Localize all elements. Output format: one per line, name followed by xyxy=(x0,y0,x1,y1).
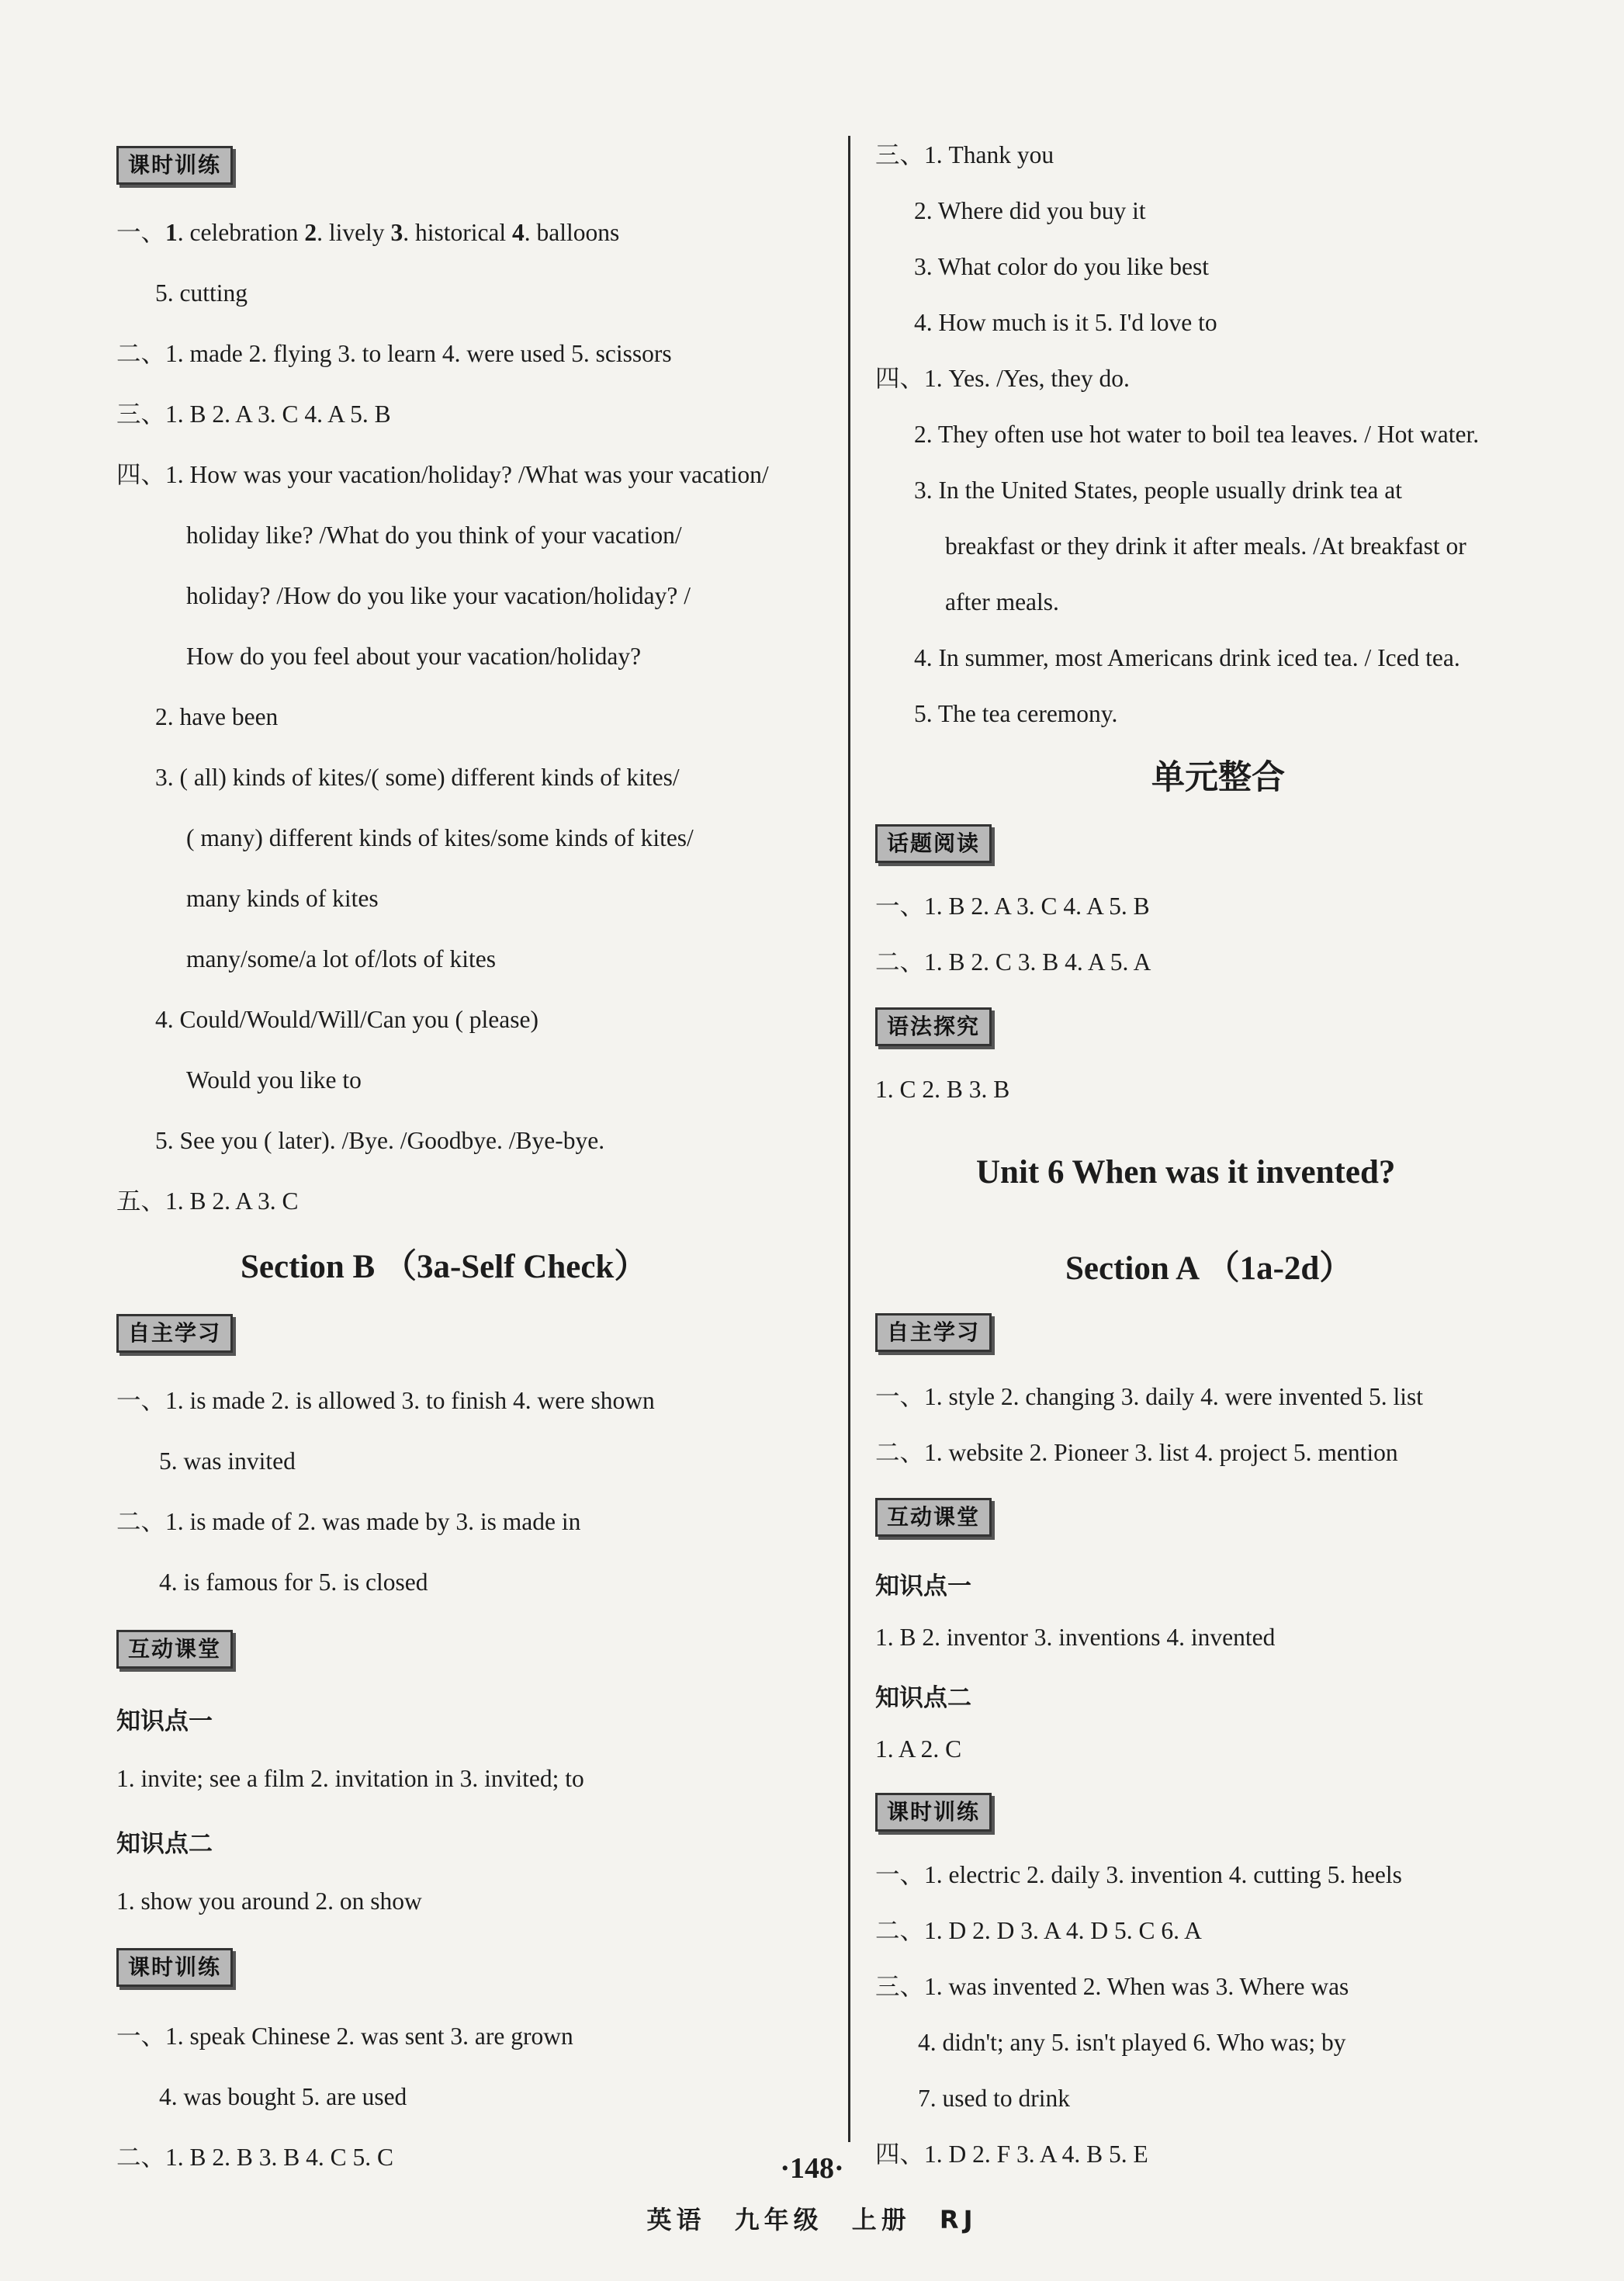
answer-line: 一、1. style 2. changing 3. daily 4. were invented 5. list xyxy=(875,1383,1423,1410)
answer-line: 3. ( all) kinds of kites/( some) different kinds of kites/ xyxy=(155,764,680,791)
answer-line: 一、1. B 2. A 3. C 4. A 5. B xyxy=(875,893,1150,920)
answer-line: 一、1. speak Chinese 2. was sent 3. are grown xyxy=(116,2023,573,2050)
answer-line: 1. C 2. B 3. B xyxy=(875,1076,1010,1103)
answer-line: 4. Could/Would/Will/Can you ( please) xyxy=(155,1006,539,1033)
answer-line: 1. invite; see a film 2. invitation in 3. invited; to xyxy=(116,1765,584,1792)
answer-line: 4. didn't; any 5. isn't played 6. Who was; by xyxy=(918,2029,1346,2056)
answer-line: 二、1. website 2. Pioneer 3. list 4. project 5. mention xyxy=(875,1439,1398,1466)
section-tag-practice: 课时训练 xyxy=(116,146,233,185)
answer-line: 一、1. is made 2. is allowed 3. to finish 4. were shown xyxy=(116,1387,655,1414)
answer-line: many/some/a lot of/lots of kites xyxy=(186,945,496,972)
answer-line: How do you feel about your vacation/holiday? xyxy=(186,643,642,670)
answer-line: 1. show you around 2. on show xyxy=(116,1888,422,1915)
answer-line: 2. They often use hot water to boil tea leaves. / Hot water. xyxy=(914,421,1480,448)
answer-line: 二、1. B 2. B 3. B 4. C 5. C xyxy=(116,2144,394,2171)
book-subtitle: 英语 九年级 上册 RJ xyxy=(646,2205,978,2234)
answer-line: 四、1. D 2. F 3. A 4. B 5. E xyxy=(875,2141,1148,2168)
answer-line: 三、1. Thank you xyxy=(875,141,1054,168)
answer-line: Would you like to xyxy=(186,1066,362,1094)
answer-line: 四、1. Yes. /Yes, they do. xyxy=(875,365,1130,392)
answer-line: 五、1. B 2. A 3. C xyxy=(116,1187,299,1215)
answer-line: 4. is famous for 5. is closed xyxy=(159,1569,428,1596)
unit-summary-heading: 单元整合 xyxy=(1151,758,1285,797)
section-tag-interactive: 互动课堂 xyxy=(875,1498,992,1537)
section-heading: Section A （1a-2d） xyxy=(1065,1250,1353,1287)
answer-line: 三、1. was invented 2. When was 3. Where was xyxy=(875,1973,1349,2000)
answer-line: 4. was bought 5. are used xyxy=(159,2083,407,2110)
answer-line: 3. What color do you like best xyxy=(914,253,1209,280)
answer-line: 四、1. How was your vacation/holiday? /What was your vacation/ xyxy=(116,461,769,488)
answer-line: 7. used to drink xyxy=(918,2085,1070,2112)
section-tag-self-study: 自主学习 xyxy=(875,1313,992,1352)
answer-line: holiday? /How do you like your vacation/holiday? / xyxy=(186,582,691,609)
answer-line: 二、1. made 2. flying 3. to learn 4. were used 5. scissors xyxy=(116,340,672,367)
answer-line: 一、1. celebration 2. lively 3. historical 4. balloons xyxy=(116,219,620,246)
answer-line: 2. have been xyxy=(155,703,279,730)
knowledge-point-heading: 知识点二 xyxy=(116,1830,213,1858)
answer-line: 5. was invited xyxy=(159,1447,296,1475)
section-tag-self-study: 自主学习 xyxy=(116,1314,233,1353)
answer-line: ( many) different kinds of kites/some kinds of kites/ xyxy=(186,824,694,851)
answer-line: holiday like? /What do you think of your vacation/ xyxy=(186,522,682,549)
answer-line: 2. Where did you buy it xyxy=(914,197,1146,224)
answer-line: 5. See you ( later). /Bye. /Goodbye. /Bye-bye. xyxy=(155,1127,605,1154)
answer-line: after meals. xyxy=(945,588,1059,615)
section-heading: Section B （3a-Self Check） xyxy=(241,1249,648,1285)
answer-line: 5. The tea ceremony. xyxy=(914,700,1118,727)
unit-heading: Unit 6 When was it invented? xyxy=(976,1154,1396,1191)
section-tag-practice: 课时训练 xyxy=(116,1948,233,1987)
answer-line: 4. In summer, most Americans drink iced tea. / Iced tea. xyxy=(914,644,1460,671)
answer-line: 一、1. electric 2. daily 3. invention 4. cutting 5. heels xyxy=(875,1861,1402,1888)
section-tag-topic-reading: 话题阅读 xyxy=(875,824,992,863)
answer-line: 1. B 2. inventor 3. inventions 4. invented xyxy=(875,1624,1276,1651)
answer-line: 3. In the United States, people usually drink tea at xyxy=(914,477,1402,504)
knowledge-point-heading: 知识点二 xyxy=(875,1684,971,1712)
section-tag-grammar: 语法探究 xyxy=(875,1007,992,1046)
column-divider xyxy=(848,136,850,2142)
answer-line: 1. A 2. C xyxy=(875,1735,962,1763)
section-tag-practice: 课时训练 xyxy=(875,1793,992,1832)
answer-line: breakfast or they drink it after meals. /At breakfast or xyxy=(945,532,1466,560)
section-tag-interactive: 互动课堂 xyxy=(116,1630,233,1669)
answer-line: 二、1. D 2. D 3. A 4. D 5. C 6. A xyxy=(875,1917,1202,1944)
knowledge-point-heading: 知识点一 xyxy=(116,1707,213,1735)
answer-line: 4. How much is it 5. I'd love to xyxy=(914,309,1217,336)
page-number: ·148· xyxy=(780,2152,844,2185)
knowledge-point-heading: 知识点一 xyxy=(875,1572,971,1600)
answer-line: 三、1. B 2. A 3. C 4. A 5. B xyxy=(116,400,391,428)
answer-line: many kinds of kites xyxy=(186,885,379,912)
answer-line: 二、1. is made of 2. was made by 3. is made in xyxy=(116,1508,581,1535)
answer-line: 5. cutting xyxy=(155,279,248,307)
answer-line: 二、1. B 2. C 3. B 4. A 5. A xyxy=(875,948,1151,976)
